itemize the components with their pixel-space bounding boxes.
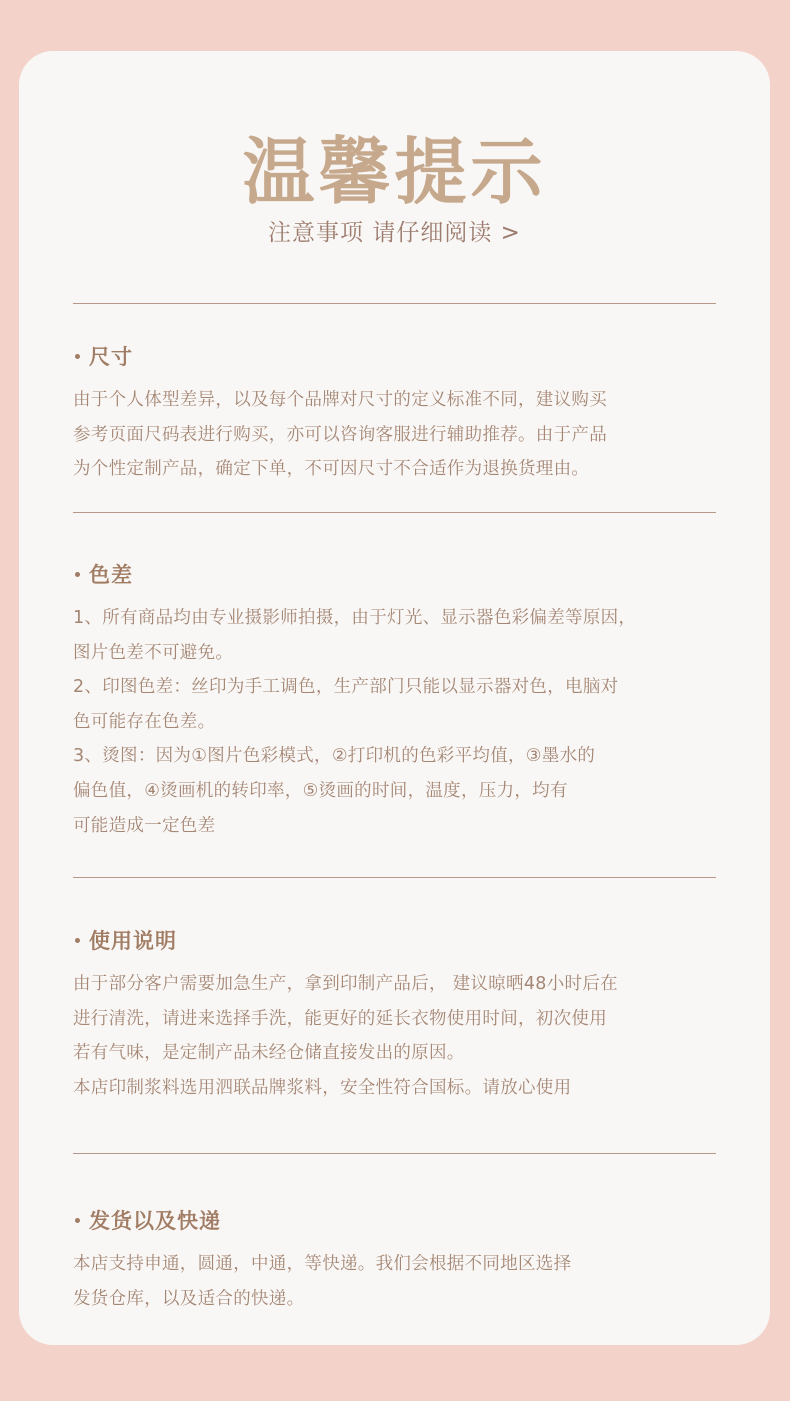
notice-card xyxy=(19,51,770,1345)
text-line: 本店印制浆料选用泗联品牌浆料，安全性符合国标。请放心使用 xyxy=(73,1077,572,1098)
bullet-icon xyxy=(75,354,80,359)
section-body xyxy=(73,1247,716,1316)
section-title xyxy=(73,559,716,589)
section-title-text: 发货以及快递 xyxy=(89,1209,221,1233)
text-line: 由于个人体型差异，以及每个品牌对尺寸的定义标准不同，建议购买 xyxy=(73,390,607,410)
text-line: 可能造成一定色差 xyxy=(73,815,216,836)
divider xyxy=(73,512,716,513)
text-line: 色可能存在色差。 xyxy=(73,711,216,732)
text-line: 图片色差不可避免。 xyxy=(73,642,234,663)
text-line: 由于部分客户需要加急生产，拿到印制产品后， 建议晾晒48小时后在 xyxy=(73,974,618,994)
divider xyxy=(73,303,716,304)
section-shipping xyxy=(73,1205,716,1316)
text-line: 为个性定制产品，确定下单，不可因尺寸不合适作为退换货理由。 xyxy=(73,459,590,480)
page-title: 温馨提示 xyxy=(242,130,547,214)
section-color-difference xyxy=(73,559,716,843)
section-title-text: 尺寸 xyxy=(89,345,133,369)
section-title xyxy=(73,925,716,955)
section-title-text: 色差 xyxy=(89,563,133,587)
divider xyxy=(73,877,716,878)
bullet-icon xyxy=(75,1218,80,1223)
section-title-text: 使用说明 xyxy=(89,929,177,953)
divider xyxy=(73,1153,716,1154)
section-title xyxy=(73,1205,716,1235)
text-line: 发货仓库，以及适合的快递。 xyxy=(73,1288,305,1309)
text-line: 进行清洗，请进来选择手洗，能更好的延长衣物使用时间，初次使用 xyxy=(73,1008,607,1029)
section-usage xyxy=(73,925,716,1105)
text-line: 参考页面尺码表进行购买，亦可以咨询客服进行辅助推荐。由于产品 xyxy=(73,424,607,445)
text-line: 本店支持申通，圆通，中通，等快递。我们会根据不同地区选择 xyxy=(73,1254,572,1274)
section-title xyxy=(73,341,716,371)
page-subtitle: 注意事项 请仔细阅读 > xyxy=(268,220,521,246)
text-line: 若有气味，是定制产品未经仓储直接发出的原因。 xyxy=(73,1043,465,1064)
bullet-icon xyxy=(75,572,80,577)
text-line: 2、印图色差：丝印为手工调色，生产部门只能以显示器对色，电脑对 xyxy=(73,677,619,698)
section-size xyxy=(73,341,716,487)
section-body xyxy=(73,383,716,487)
text-line: 偏色值，④烫画机的转印率，⑤烫画的时间，温度，压力，均有 xyxy=(73,780,568,801)
bullet-icon xyxy=(75,938,80,943)
text-line: 1、所有商品均由专业摄影师拍摄，由于灯光、显示器色彩偏差等原因， xyxy=(73,608,637,628)
text-line: 3、烫图：因为①图片色彩模式，②打印机的色彩平均值，③墨水的 xyxy=(73,746,596,767)
section-body xyxy=(73,967,716,1105)
section-body xyxy=(73,601,716,843)
